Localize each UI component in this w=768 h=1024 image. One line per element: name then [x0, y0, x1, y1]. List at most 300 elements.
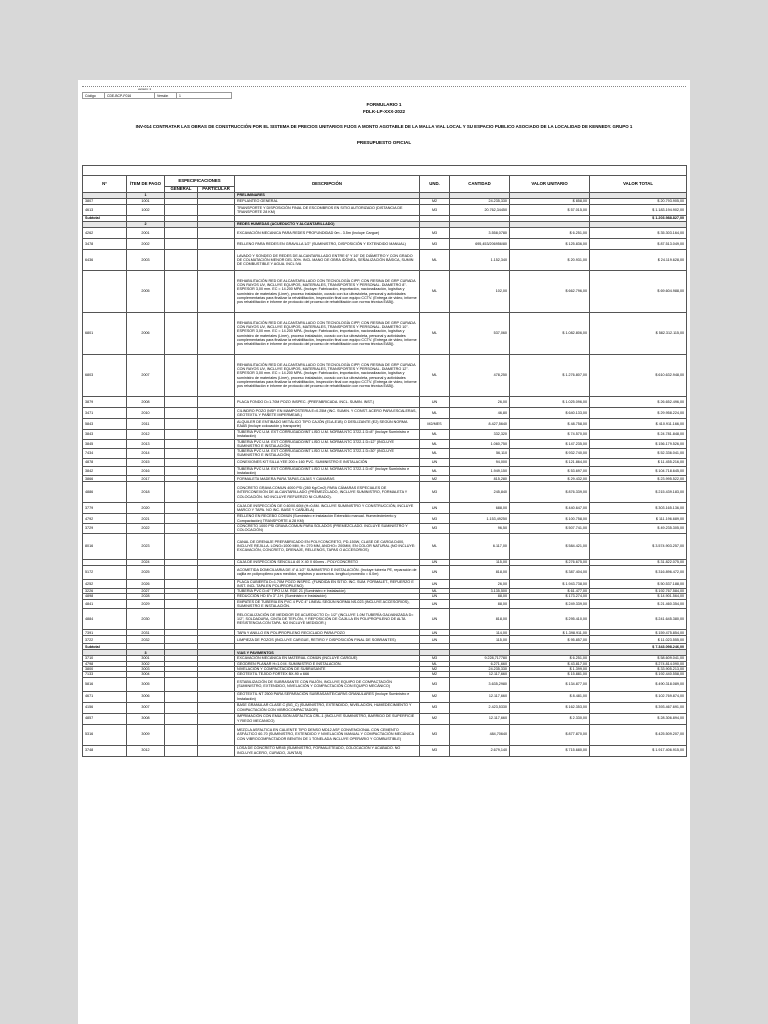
cell-number: 3879	[83, 397, 127, 408]
cell-item: 3012	[127, 745, 165, 756]
cell-quantity: 1.153,49250	[450, 514, 510, 524]
cell-total-value: $ 49.235.305,00	[590, 523, 687, 533]
cell-quantity: 115,00	[450, 636, 510, 644]
cell-unit-value: $ 932.740,00	[510, 449, 590, 459]
cell-description: EXCAVACIÓN MECANICA PARA REDES PROFUNDIDAD 0m - 3.5m (Incluye Cargue)	[235, 228, 420, 239]
cell-item: 2015	[127, 458, 165, 466]
cell-number: 3843	[83, 430, 127, 440]
cell-spec-particular	[198, 514, 235, 524]
cell-total-value: $ 410.911.166,00	[590, 419, 687, 430]
cell-number: 7434	[83, 449, 127, 459]
cell-description: TAPA Y ANILLO EN POLIPROPILENO RECICLADO PARA POZO	[235, 630, 420, 636]
cell-number: 3845	[83, 439, 127, 449]
cell-number: 3710	[83, 656, 127, 661]
table-row	[83, 355, 687, 397]
code-label: Código	[83, 93, 105, 99]
cell-number: 6801	[83, 313, 127, 355]
cell-quantity: 2.423,5330	[450, 702, 510, 713]
cell-spec-particular	[198, 408, 235, 419]
cell-unit-value: $ 715.680,00	[510, 745, 590, 756]
cell-quantity: 12.117,660	[450, 672, 510, 677]
cell-unit-measure: M2	[420, 691, 450, 702]
cell-spec-general	[165, 724, 198, 745]
table-row	[83, 609, 687, 630]
cell-description: REHABILITACIÓN RED DE ALCANTARILLADO CON TECNOLOGÍA CIPP, CON RESINA DE GRP CURADA CON RAYOS UV, INCLUYE EQUIPOS, MATERIALES, TRANSPORTES Y PERSONAL. DIAMETRO 10". ESPESOR 3,00 mm. EC = 14.200 MPA. (Incluye: Fabricación, importación, nacionalización, logística y suministro de materiales (Liner), proceso instalación, curado con luz ultravioleta, personal y actividades complementarias para finalizar la rehabilitación, Inspección final con equipo CCTV. (Entrega de video, informe pos rehabilitación e informe de protocolo del proceso de rehabilitación con norma técnica EAB)).	[235, 313, 420, 355]
cell-number: Subtotal	[83, 644, 127, 650]
cell-total-value: $ 159.475.854,00	[590, 630, 687, 636]
cell-quantity: 88,00	[450, 594, 510, 599]
cell-quantity: 8.427,5640	[450, 419, 510, 430]
cell-spec-particular	[198, 724, 235, 745]
cell-description: MEZCLA ASFALTICA EN CALIENTE TIPO DENSO MD12 ASF CONVENCIONAL CON CEMENTO ASFÁLTICO 60-70 (SUMINISTRO, EXTENDIDO Y NIVELACIÓN MANUAL Y COMPACTACIÓN MECÁNICA CON VIBROCOMPACTADOR BENITIN DE 1 TONELADA INCLUYE OPERARIO Y COMBUSTIBLE)	[235, 724, 420, 745]
cell-number: 4798	[83, 661, 127, 666]
spacer-row	[83, 166, 687, 176]
cell-total-value: $ 393.467.691,00	[590, 702, 687, 713]
cell-spec-particular	[198, 599, 235, 609]
col-header-item: ÍTEM DE PAGO	[127, 176, 165, 193]
cell-item: 2011	[127, 419, 165, 430]
cell-spec-general	[165, 745, 198, 756]
cell-spec-particular	[198, 397, 235, 408]
col-header-n: Nº	[83, 176, 127, 193]
cell-description: TRANSPORTE Y DISPOSICIÓN FINAL DE ESCOMBROS EN SITIO AUTORIZADO (DISTANCIA DE TRANSPORTE 28 KM)	[235, 205, 420, 216]
cell-item: 3008	[127, 713, 165, 724]
cell-number: 3722	[83, 636, 127, 644]
cell-unit-value: $ 125.836,00	[510, 239, 590, 250]
cell-unit-measure: M2	[420, 476, 450, 482]
cell-total-value: $ 192.767.584,00	[590, 589, 687, 594]
cell-number: 3807	[83, 199, 127, 205]
cell-total-value: $ 156.179.526,00	[590, 439, 687, 449]
table-row	[83, 408, 687, 419]
cell-description: REHABILITACIÓN RED DE ALCANTARILLADO CON TECNOLOGÍA CIPP, CON RESINA DE GRP CURADA CON RAYOS UV, INCLUYE EQUIPOS, MATERIALES, TRANSPORTES Y PERSONAL. DIAMETRO 12". ESPESOR 3,00 mm. EC = 14.200 MPA. (Incluye: Fabricación, importación, nacionalización, logística y suministro de materiales (Liner), proceso instalación, curado con luz ultravioleta, personal y actividades complementarias para finalizar la rehabilitación, Inspección final con equipo CCTV. (Entrega de video, informe pos rehabilitación e informe de protocolo del proceso de rehabilitación con norma técnica EAB)).	[235, 355, 420, 397]
budget-title: PRESUPUESTO OFICIAL	[356, 140, 412, 145]
cell-total-value: $ 23.995.522,00	[590, 476, 687, 482]
table-row	[83, 430, 687, 440]
cell-number: 5843	[83, 419, 127, 430]
cell-total-value: $ 610.632.948,00	[590, 355, 687, 397]
cell-description: REPLANTEO GENERAL	[235, 199, 420, 205]
cell-unit-measure: ML	[420, 355, 450, 397]
cell-item: 2031	[127, 630, 165, 636]
table-row	[83, 599, 687, 609]
cell-description: REDUCCIÓN HD 6"x 3" J.H. (Suministro e Instalación)	[235, 594, 420, 599]
cell-item: 2020	[127, 503, 165, 514]
table-row	[83, 449, 687, 459]
cell-spec-general	[165, 419, 198, 430]
document-page	[78, 80, 690, 1024]
cell-unit-value: $ 6.251,00	[510, 228, 590, 239]
cell-description: ALQUILER DE ENTIBADO METÁLICO TIPO CAJÓN (E1A-E1B) O DESLIZANTE (E2) SEGÚN NORMA EAAB (Incluye colocación y transporte)	[235, 419, 420, 430]
cell-unit-measure: M3	[420, 523, 450, 533]
cell-unit-measure: M3	[420, 228, 450, 239]
cell-spec-general	[165, 702, 198, 713]
cell-total-value: $ 21.460.354,00	[590, 599, 687, 609]
cell-item: 2007	[127, 355, 165, 397]
cell-unit-measure: UN	[420, 458, 450, 466]
cell-number: Subtotal	[83, 216, 127, 222]
cell-unit-measure: M2	[420, 666, 450, 671]
cell-total-value: $ 11.455.216,00	[590, 458, 687, 466]
cell-description: CANAL DE DRENAJE PREFABRICADO EN POLYCONCRETO, PD-150W, CLASE DE CARGA D400, INCLUYE REJILLA. LONG=1000 MM, H= 270 MM, ANCHO= 200MM, EN COLOR NATURAL (NO INCLUYE: EXCAVACIÓN, CONCRETO, DRENAJE, RELLENOS, TAPAS O ACCESORIOS)	[235, 533, 420, 559]
cell-total-value: $ 582.312.115,00	[590, 313, 687, 355]
cell-unit-measure: ML	[420, 430, 450, 440]
cell-spec-particular	[198, 439, 235, 449]
cell-spec-particular	[198, 482, 235, 503]
document-code-table	[82, 92, 232, 99]
table-row	[83, 514, 687, 524]
cell-item: 1002	[127, 205, 165, 216]
cell-unit-value: $ 1.398.911,00	[510, 630, 590, 636]
cell-total-value: $ 20.793.905,00	[590, 199, 687, 205]
cell-description: PRELIMINARES	[235, 193, 420, 199]
cell-unit-value: $ 584.421,00	[510, 533, 590, 559]
cell-item: 2010	[127, 408, 165, 419]
cell-total-value: $ 50.537.188,00	[590, 579, 687, 589]
cell-description: EMPATES DE TUBERÍA EN PVC 4 PVC 4" LINEAL SEGÚN NORMA NS-023 (INCLUYE ACCESORIOS), SUMINISTRO E INSTALACIÓN.	[235, 599, 420, 609]
table-row	[83, 271, 687, 313]
cell-number: 5172	[83, 565, 127, 579]
form-code: FDLK-LP-XXX-2022	[362, 109, 406, 114]
table-row	[83, 745, 687, 756]
cell-spec-general	[165, 514, 198, 524]
cell-unit-measure: UN	[420, 397, 450, 408]
cell-spec-particular	[198, 466, 235, 476]
col-header-desc: DESCRIPCIÓN	[235, 176, 420, 193]
cell-spec-particular	[198, 609, 235, 630]
cell-unit-measure: M3	[420, 239, 450, 250]
cell-unit-value: $ 858,00	[510, 199, 590, 205]
table-row	[83, 250, 687, 271]
cell-description: ESTABILIZACIÓN DE SUBRASANTE CON RAJÓN, INCLUYE EQUIPO DE COMPACTACIÓN (SUMINISTRO, EXTENDIDO, NIVELACIÓN Y COMPACTACIÓN CON EQUIPO MECÁNICO)	[235, 677, 420, 691]
cell-number: 7391	[83, 630, 127, 636]
cell-item: 3001	[127, 656, 165, 661]
budget-table	[82, 165, 687, 757]
cell-total-value: $ 303.165.136,00	[590, 503, 687, 514]
cell-unit-measure: M2	[420, 672, 450, 677]
table-row	[83, 713, 687, 724]
cell-unit-measure: ML	[420, 271, 450, 313]
cell-unit-measure: M2	[420, 713, 450, 724]
cell-description: PLACA CUBIERTA D=1.70M POZO INSPEC. (FUNDIDA EN SITIO. INC. SUM. FORMALET., REFUERZO E INST. INCL TAPA EN POLIPROPILENO)	[235, 579, 420, 589]
cell-number: 4262	[83, 228, 127, 239]
table-row	[83, 533, 687, 559]
cell-quantity: 6.117,00	[450, 533, 510, 559]
cell-spec-particular	[198, 313, 235, 355]
cell-total-value: $ 316.896.472,00	[590, 565, 687, 579]
cell-total-value: $ 192.440.558,00	[590, 672, 687, 677]
cell-number: 4671	[83, 691, 127, 702]
cell-unit-measure: M3	[420, 514, 450, 524]
cell-unit-value: $ 295.410,00	[510, 609, 590, 630]
cell-item: 3006	[127, 691, 165, 702]
cell-spec-general	[165, 430, 198, 440]
cell-spec-general	[165, 636, 198, 644]
cell-description: CONCRETO GRAVA COMUN 4000 PSI (280 Kg/Cm2) PARA CÁMARAS ESPECIALES DE INTERCONEXIÓN DE ALCANTARILLADO (PREMEZCLADO, INCLUYE SUMINISTRO, FORMALETA Y COLOCACIÓN. NO INCLUYE REFUERZO NI CURADO).	[235, 482, 420, 503]
cell-unit-measure: ML	[420, 449, 450, 459]
cell-item: 2016	[127, 466, 165, 476]
cell-spec-particular	[198, 713, 235, 724]
cell-description: CILINDRO POZO INSP. EN MAMPOSTERIA E=0.25M (INC. SUMIN. Y CONST. ACERO PARA ESCALERAS, GEOTEXTIL Y PAÑETE IMPERMEAB.)	[235, 408, 420, 419]
cell-total-value: $ 24.119.628,00	[590, 250, 687, 271]
cell-number: 5816	[83, 677, 127, 691]
cell-unit-measure: M2/MES	[420, 419, 450, 430]
cell-spec-particular	[198, 691, 235, 702]
cell-spec-general	[165, 523, 198, 533]
cell-quantity: 332,320	[450, 430, 510, 440]
cell-unit-value: $ 173.274,00	[510, 594, 590, 599]
table-row	[83, 458, 687, 466]
cell-spec-particular	[198, 205, 235, 216]
table-row	[83, 702, 687, 713]
cell-total-value: $ 1.917.406.915,00	[590, 745, 687, 756]
cell-item: 2012	[127, 430, 165, 440]
cell-number: 7133	[83, 672, 127, 677]
cell-item: 2023	[127, 533, 165, 559]
cell-unit-measure: M3	[420, 656, 450, 661]
cell-item: 2014	[127, 449, 165, 459]
cell-total-value: $ 274.814.090,00	[590, 661, 687, 666]
cell-number: 3779	[83, 503, 127, 514]
cell-unit-value: $ 43.817,00	[510, 661, 590, 666]
table-row	[83, 439, 687, 449]
cell-total-value: $ 215.439.183,00	[590, 482, 687, 503]
cell-total-value: $ 69.604.988,00	[590, 271, 687, 313]
cell-unit-value: $ 162.353,00	[510, 702, 590, 713]
table-row	[83, 579, 687, 589]
cell-total-value: $ 104.718.645,00	[590, 466, 687, 476]
cell-item: 2003	[127, 250, 165, 271]
cell-quantity: 688,00	[450, 503, 510, 514]
cell-spec-particular	[198, 419, 235, 430]
cell-unit-value: $ 640.133,00	[510, 408, 590, 419]
cell-spec-general	[165, 599, 198, 609]
cell-total-value: $ 241.645.380,00	[590, 609, 687, 630]
col-header-unit: VALOR UNITARIO	[510, 176, 590, 193]
cell-quantity: 46,80	[450, 408, 510, 419]
cell-unit-value: $ 876.339,00	[510, 482, 590, 503]
cell-item: 2008	[127, 397, 165, 408]
cell-item: 2022	[127, 523, 165, 533]
cell-unit-value: $ 53.697,00	[510, 466, 590, 476]
cell-number: 8016	[83, 533, 127, 559]
cell-unit-measure: M3	[420, 205, 450, 216]
cell-unit-value: $ 249.339,00	[510, 599, 590, 609]
cell-spec-general	[165, 449, 198, 459]
cell-quantity: 6.271,660	[450, 661, 510, 666]
cell-item: 2018	[127, 482, 165, 503]
cell-number: 3226	[83, 589, 127, 594]
cell-spec-particular	[198, 745, 235, 756]
cell-number: 3842	[83, 466, 127, 476]
cell-item: 2017	[127, 476, 165, 482]
cell-number: 3471	[83, 408, 127, 419]
cell-description: NIVELACIÓN Y COMPACTACIÓN DE SUBRASANTE	[235, 666, 420, 671]
cell-description: IMPRIMACIÓN CON EMULSIÓN ASFÁLTICA CRL-1 (INCLUYE SUMINISTRO, BARRIDO DE SUPERFICIE Y RIEGO MECANICO)	[235, 713, 420, 724]
cell-quantity: 94,000	[450, 458, 510, 466]
cell-unit-measure: ML	[420, 661, 450, 666]
cell-spec-general	[165, 313, 198, 355]
cell-description: GEOTEXTIL TEJIDO FORTEX BX-90 o 666	[235, 672, 420, 677]
cell-item: 2006	[127, 313, 165, 355]
cell-quantity: 815,280	[450, 476, 510, 482]
cell-description: LOSA DE CONCRETO MR45 (SUMINISTRO, FORMALETEADO, COLOCACIÓN Y ACABADO. NO INCLUYE ACERO, CURADO, JUNTAS)	[235, 745, 420, 756]
cell-spec-general	[165, 691, 198, 702]
cell-total-value: $ 1.183.194.902,00	[590, 205, 687, 216]
cell-description: CAJA DE INSPECCIÓN SENCILLA 40 X 40 X 60cms - POLYCONCRETO	[235, 559, 420, 565]
cell-spec-particular	[198, 702, 235, 713]
cell-unit-measure: UN	[420, 594, 450, 599]
cell-item: 2002	[127, 239, 165, 250]
cell-unit-measure: M3	[420, 724, 450, 745]
cell-number: 3729	[83, 523, 127, 533]
cell-unit-value: $ 15.881,00	[510, 672, 590, 677]
cell-unit-measure: ML	[420, 533, 450, 559]
cell-quantity: 26,00	[450, 397, 510, 408]
cell-total-value: $ 35.303.164,00	[590, 228, 687, 239]
cell-quantity: 20.762,34450	[450, 205, 510, 216]
cell-number: 3800	[83, 666, 127, 671]
cell-item: 3009	[127, 724, 165, 745]
cell-unit-value: $ 121.864,00	[510, 458, 590, 466]
cell-item: 2	[127, 222, 165, 228]
cell-description: VIAS Y PAVIMENTOS	[235, 650, 420, 656]
cell-quantity: 1.949,150	[450, 466, 510, 476]
cell-number: 6436	[83, 250, 127, 271]
cell-spec-particular	[198, 239, 235, 250]
header-row	[83, 176, 687, 187]
version-line: versión: 1	[138, 87, 152, 91]
cell-unit-value: $ 662.796,00	[510, 271, 590, 313]
cell-spec-general	[165, 250, 198, 271]
table-row	[83, 419, 687, 430]
cell-number: 4156	[83, 702, 127, 713]
col-header-specs: ESPECIFICACIONES	[165, 176, 235, 187]
cell-unit-measure: M3	[420, 702, 450, 713]
table-row	[83, 466, 687, 476]
cell-number: 4898	[83, 594, 127, 599]
cell-unit-value: $ 147.235,00	[510, 439, 590, 449]
cell-unit-value: $ 61.477,00	[510, 589, 590, 594]
cell-spec-general	[165, 466, 198, 476]
cell-unit-value: $ 507.741,00	[510, 523, 590, 533]
cell-unit-measure: UN	[420, 630, 450, 636]
cell-quantity: 1.152,340	[450, 250, 510, 271]
cell-item: 2001	[127, 228, 165, 239]
table-row	[83, 205, 687, 216]
cell-unit-measure: M3	[420, 677, 450, 691]
cell-number: 4841	[83, 599, 127, 609]
cell-spec-particular	[198, 636, 235, 644]
cell-spec-general	[165, 677, 198, 691]
cell-spec-general	[165, 533, 198, 559]
cell-spec-particular	[198, 503, 235, 514]
table-row	[83, 724, 687, 745]
cell-unit-value: $ 877.870,00	[510, 724, 590, 745]
cell-total-value: $ 102.769.874,00	[590, 691, 687, 702]
cell-description: CONEXIONES KIT SILLA YEE 200 x 160 PVC. SUMINISTRO E INSTALACIÓN	[235, 458, 420, 466]
cell-quantity: 96,50	[450, 523, 510, 533]
cell-spec-general	[165, 271, 198, 313]
cell-item: 2029	[127, 599, 165, 609]
cell-spec-particular	[198, 533, 235, 559]
cell-unit-value: $ 6.251,00	[510, 656, 590, 661]
cell-number: 6803	[83, 355, 127, 397]
cell-unit-value: $ 1.943.738,00	[510, 579, 590, 589]
table-row	[83, 565, 687, 579]
cell-unit-value: $ 20.931,00	[510, 250, 590, 271]
cell-spec-particular	[198, 355, 235, 397]
cell-description: BASE GRANULAR CLASE C (BG_C) (SUMINISTRO, EXTENDIDO, NIVELACIÓN, HUMEDECIMIENTO Y COMPACTACIÓN CON VIBROCOMPACTADOR)	[235, 702, 420, 713]
cell-unit-value: $ 387.404,00	[510, 565, 590, 579]
table-row	[83, 503, 687, 514]
cell-item: 3007	[127, 702, 165, 713]
cell-quantity: 24.235,330	[450, 199, 510, 205]
cell-unit-value: $ 74.570,00	[510, 430, 590, 440]
cell-description: TUBERIA PVC U.M. EXT CORRUGADO/INT LISO U.M. NORMA NTC 3722-1 D=6" (Incluye Suministro e Instalación)	[235, 466, 420, 476]
cell-total-value: $ 58.609.041,00	[590, 656, 687, 661]
cell-unit-measure: ML	[420, 408, 450, 419]
cell-spec-general	[165, 579, 198, 589]
cell-total-value: $ 87.513.049,00	[590, 239, 687, 250]
cell-unit-value: $ 57.015,00	[510, 205, 590, 216]
cell-unit-measure: ML	[420, 313, 450, 355]
table-row	[83, 228, 687, 239]
cell-item: 3004	[127, 672, 165, 677]
cell-unit-measure: ML	[420, 466, 450, 476]
cell-total-value: $ 425.509.207,00	[590, 724, 687, 745]
cell-number: 3866	[83, 476, 127, 482]
cell-quantity: 537,060	[450, 313, 510, 355]
cell-item: 3003	[127, 666, 165, 671]
cell-description: RELOCALIZACIÓN DE MEDIDOR DE ACUEDUCTO D= 1/2" (INCLUYE 1.0M TUBERÍA GALVANIZADA D= 1/2", SOLDADURA, CINTA DE TEFLÓN, Y REPOSICIÓN DE CAJILLA EN POLIPROPILENO DE ALTA RESISTENCIA CON TAPA. NO INCLUYE MEDIDOR.)	[235, 609, 420, 630]
cell-unit-value: $ 134.877,00	[510, 677, 590, 691]
cell-number: 3478	[83, 239, 127, 250]
cell-total-value: $ 7.343.098.246,00	[590, 644, 687, 650]
cell-item: 2028	[127, 594, 165, 599]
cell-item: 2032	[127, 636, 165, 644]
cell-unit-value: $ 8.481,00	[510, 691, 590, 702]
cell-number: 4252	[83, 579, 127, 589]
col-header-particular: PARTICULAR	[198, 187, 235, 193]
cell-item: 2013	[127, 439, 165, 449]
cell-quantity: 114,00	[450, 630, 510, 636]
cell-quantity: 115,00	[450, 559, 510, 565]
code-value: CDE-BCP-F016	[105, 93, 155, 99]
cell-description: FORMALETA MADERA PARA TAPAS-CAJAS Y CAMARAS	[235, 476, 420, 482]
cell-total-value: $ 490.318.089,00	[590, 677, 687, 691]
table-row	[83, 677, 687, 691]
cell-item: 2027	[127, 589, 165, 594]
cell-spec-particular	[198, 458, 235, 466]
cell-unit-measure: M3	[420, 745, 450, 756]
cell-quantity: 818,00	[450, 609, 510, 630]
table-row	[83, 691, 687, 702]
cell-number: 5316	[83, 724, 127, 745]
cell-spec-particular	[198, 250, 235, 271]
cell-unit-measure: UN	[420, 565, 450, 579]
cell-unit-measure: M2	[420, 199, 450, 205]
cell-description: TUBERIA PVC U.M. EXT CORRUGADO/INT LISO U.M. NORMA NTC 3722-1 D=30" (INCLUYE SUMINISTRO E INSTALACIÓN)	[235, 449, 420, 459]
cell-quantity: 245,840	[450, 482, 510, 503]
cell-quantity: 12.117,660	[450, 691, 510, 702]
cell-quantity: 56,110	[450, 449, 510, 459]
col-header-und: UND.	[420, 176, 450, 193]
contract-object: INV-014 CONTRATAR LAS OBRAS DE CONSTRUCCIÓN POR EL SISTEMA DE PRECIOS UNITARIOS FIJOS A MONTO AGOTABLE DE LA MALLA VIAL LOCAL Y SU ESPACIO PUBLICO ASOCIADO DE LA LOCALIDAD DE KENNEDY. GRUPO 1	[135, 124, 633, 129]
cell-number: 4886	[83, 482, 127, 503]
cell-total-value: $ 26.652.496,00	[590, 397, 687, 408]
cell-number: 4884	[83, 609, 127, 630]
